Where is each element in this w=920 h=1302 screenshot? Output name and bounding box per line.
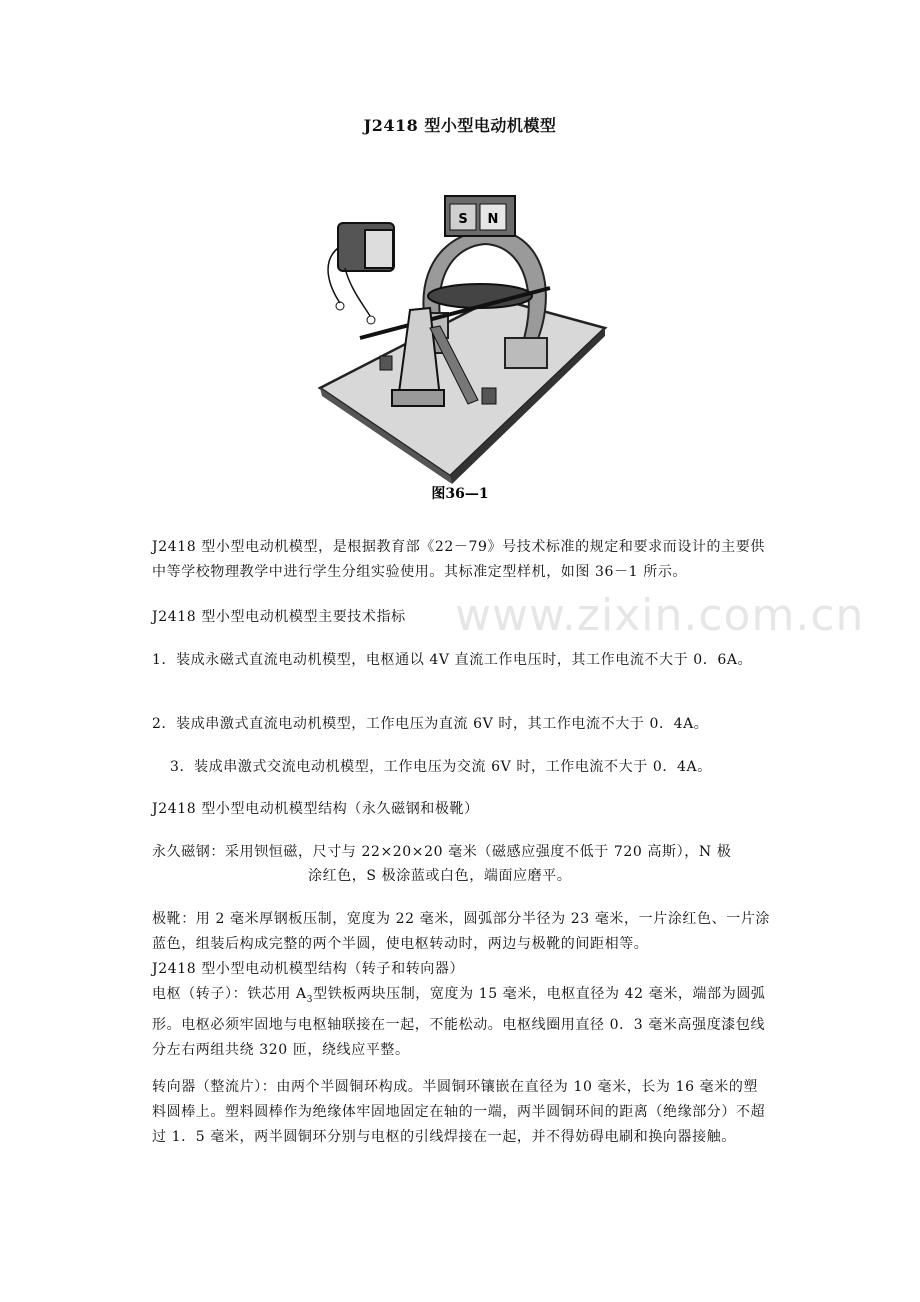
pole-shoe-paragraph: 极靴：用 2 毫米厚钢板压制，宽度为 22 毫米，圆弧部分半径为 23 毫米，一片涂红色、一片涂蓝色，组装后构成完整的两个半圆，使电枢转动时，两边与极靴的间距相等。 bbox=[152, 911, 771, 952]
magnet-s-label: S bbox=[458, 212, 468, 227]
magnet-description-line-1: 永久磁钢：采用钡恒磁，尺寸与 22×20×20 毫米（磁感应强度不低于 720 高斯），N 极 bbox=[152, 844, 732, 860]
spec-item-2: 2．装成串激式直流电动机模型，工作电压为直流 6V 时，其工作电流不大于 0．4A。 bbox=[152, 716, 709, 732]
watermark-text: www.zixin.com.cn bbox=[455, 590, 865, 641]
intro-paragraph: J2418 型小型电动机模型，是根据教育部《22－79》号技术标准的规定和要求而设计的主要供中等学校物理教学中进行学生分组实验使用。其标准定型样机，如图 36－1 所示。 bbox=[152, 539, 765, 580]
figure-caption: 图36—1 bbox=[431, 486, 489, 502]
spec-item-1: 1．装成永磁式直流电动机模型，电枢通以 4V 直流工作电压时，其工作电流不大于 0．6A。 bbox=[152, 652, 753, 668]
magnet-description-line-2: 涂红色，S 极涂蓝或白色，端面应磨平。 bbox=[308, 868, 572, 884]
structure-heading-rotor: J2418 型小型电动机模型结构（转子和转向器） bbox=[152, 961, 465, 977]
motor-model-figure bbox=[300, 178, 620, 508]
spec-item-3: 3．装成串激式交流电动机模型，工作电压为交流 6V 时，工作电流不大于 0．4A。 bbox=[170, 759, 712, 775]
document-title: J2418 型小型电动机模型 bbox=[363, 116, 557, 135]
arch-foot-right bbox=[505, 338, 547, 368]
armature-paragraph bbox=[152, 982, 772, 1063]
structure-heading-magnet: J2418 型小型电动机模型结构（永久磁钢和极靴） bbox=[152, 801, 479, 817]
armature-text-start: 电枢（转子）：铁芯用 A bbox=[152, 986, 307, 1002]
commutator-paragraph: 转向器（整流片）：由两个半圆铜环构成。半圆铜环镶嵌在直径为 10 毫米，长为 16 毫米的塑料圆棒上。塑料圆棒作为绝缘体牢固地固定在轴的一端，两半圆铜环间的距离（绝缘部分）不超过 1．5 毫米，两半圆铜环分别与电枢的引线焊接在一起，并不得妨碍电刷和换向器接触。 bbox=[152, 1079, 766, 1145]
magnet-n-label: N bbox=[487, 212, 499, 227]
armature-text-rest: 型铁板两块压制，宽度为 15 毫米，电枢直径为 42 毫米，端部为圆弧形。电枢必须牢固地与电枢轴联接在一起，不能松动。电枢线圈用直径 0．3 毫米高强度漆包线分左右两组共绕 320 匝，绕线应平整。 bbox=[152, 986, 766, 1058]
spec-heading: J2418 型小型电动机模型主要技术指标 bbox=[152, 609, 406, 625]
armature-subscript: 3 bbox=[306, 994, 314, 1005]
